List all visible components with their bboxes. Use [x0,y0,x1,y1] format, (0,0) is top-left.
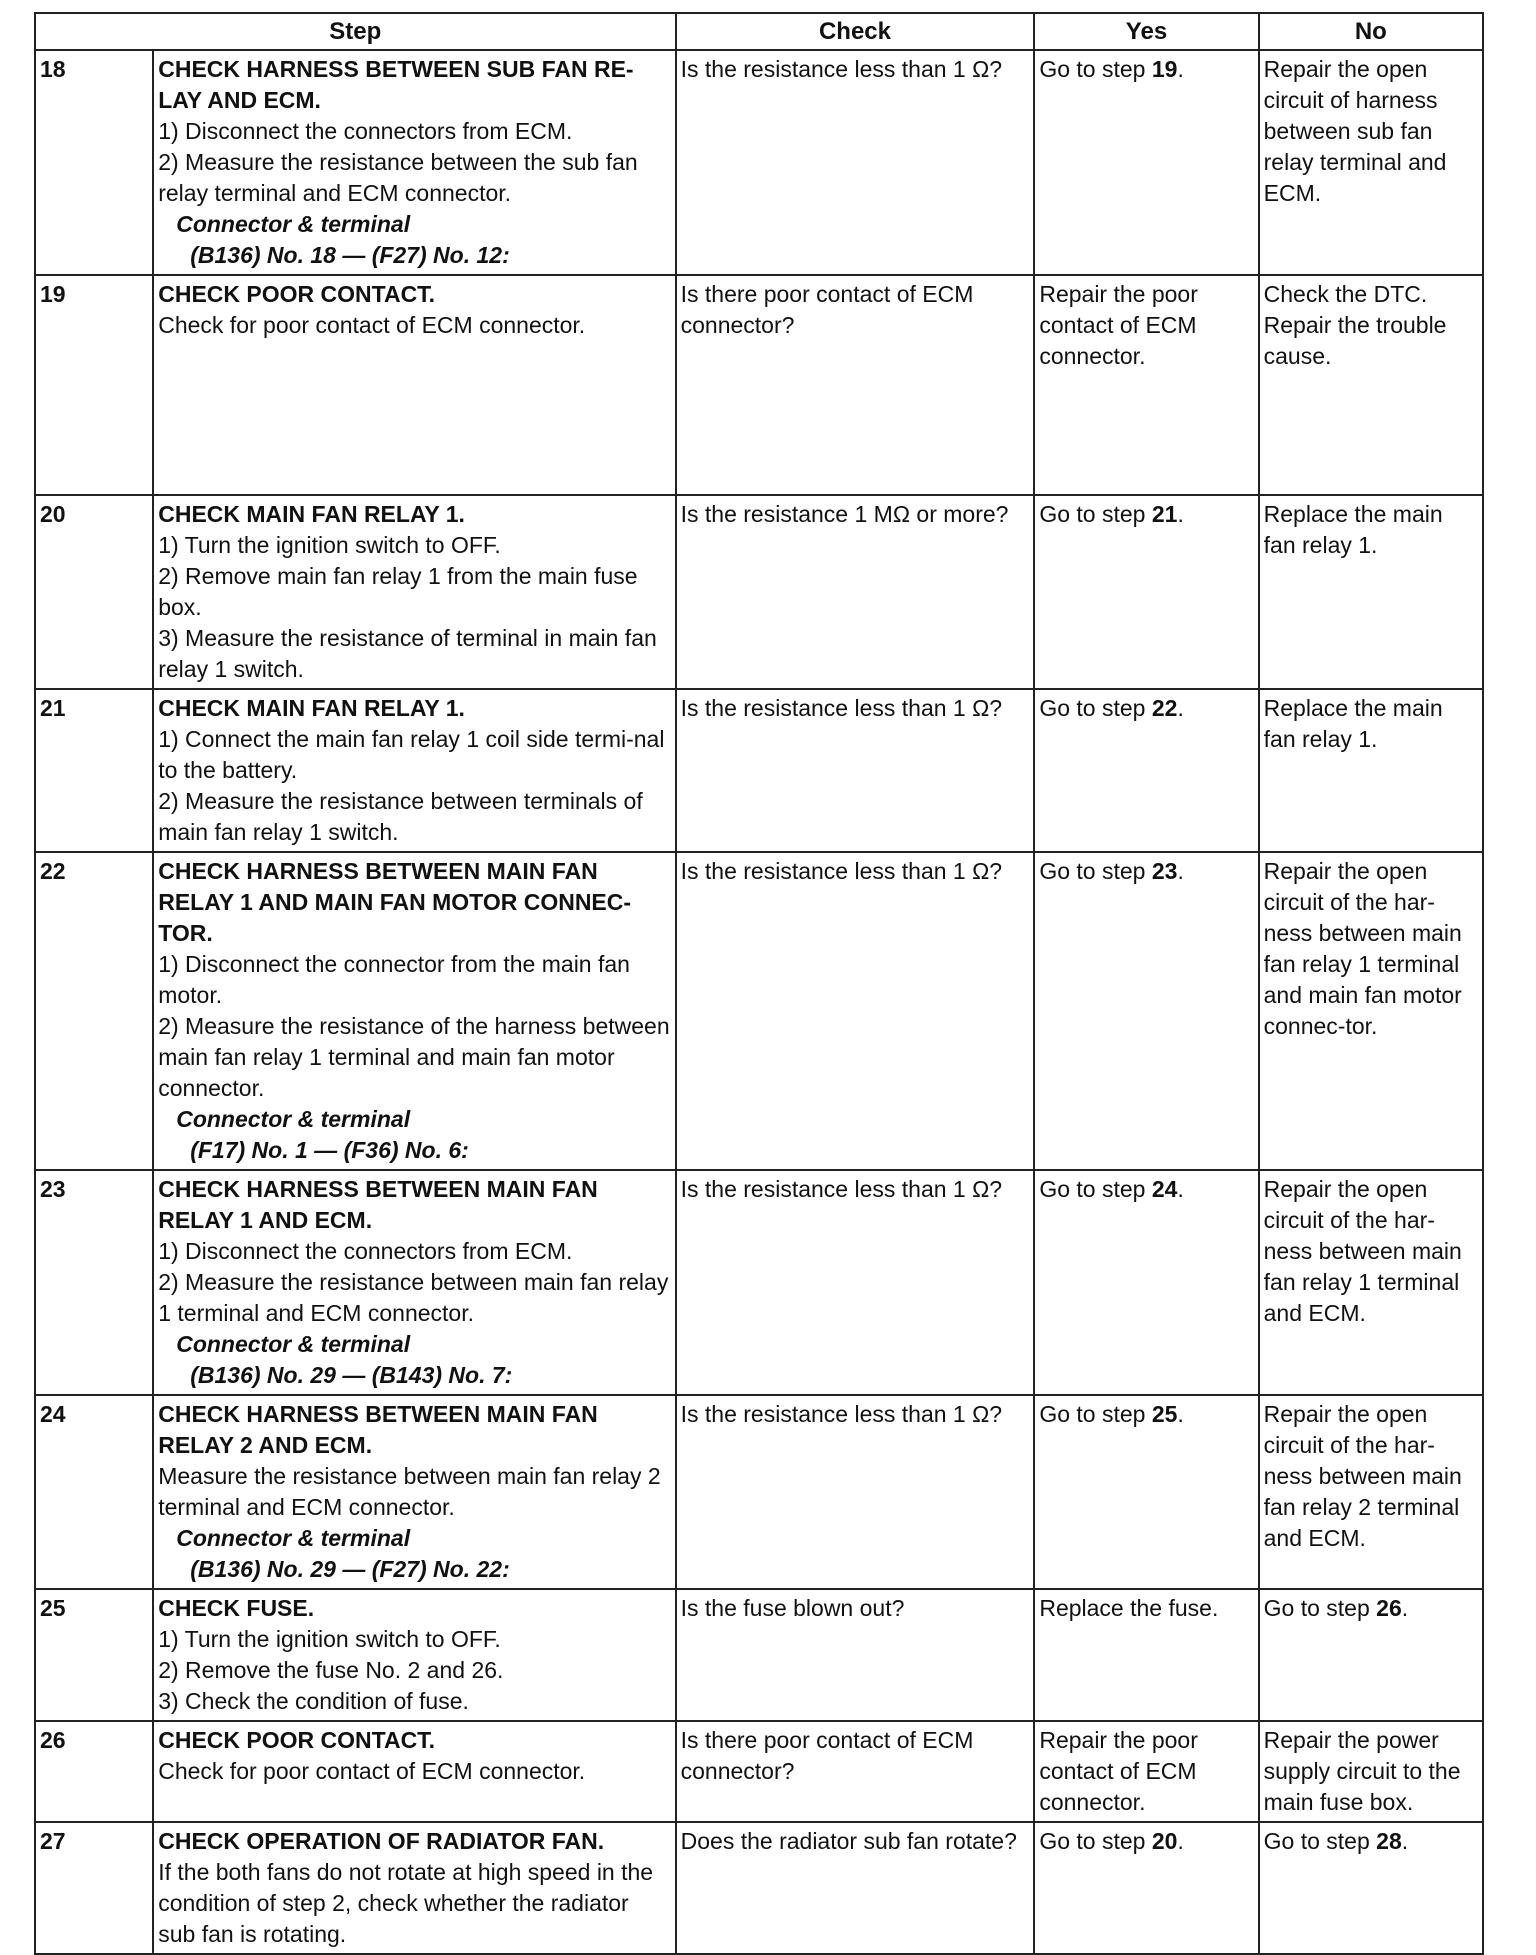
yes-step-ref: 20 [1151,1828,1178,1854]
connector-terminal: (F17) No. 1 — (F36) No. 6: [190,1137,469,1163]
check-question: Is there poor contact of ECM connector? [676,275,1035,495]
check-question: Is the resistance less than 1 Ω? [676,689,1035,852]
header-no: No [1259,13,1483,50]
check-question: Is the resistance less than 1 Ω? [676,1395,1035,1589]
header-step: Step [35,13,676,50]
step-title: CHECK MAIN FAN RELAY 1. [158,501,465,527]
no-step-ref: 28 [1376,1828,1402,1854]
yes-step-ref: 24 [1151,1176,1178,1202]
no-action [1259,852,1483,1170]
yes-end: . [1177,1828,1184,1854]
step-procedure [153,1170,675,1395]
no-action [1259,50,1483,275]
step-instruction: 1) Disconnect the connectors from ECM. [158,1238,573,1264]
step-title: CHECK HARNESS BETWEEN SUB FAN RE-LAY AND ECM. [158,56,634,113]
yes-end: . [1177,501,1184,527]
table-row [35,50,1483,275]
step-title: CHECK HARNESS BETWEEN MAIN FAN RELAY 1 AND MAIN FAN MOTOR CONNEC-TOR. [158,858,632,946]
yes-action [1034,1721,1258,1822]
table-row [35,1822,1483,1954]
yes-end: . [1177,1176,1184,1202]
troubleshooting-document [34,12,1484,1955]
yes-action [1034,1170,1258,1395]
step-procedure [153,1395,675,1589]
no-action [1259,1589,1483,1721]
header-row [35,13,1483,50]
no-text: Repair the open circuit of the har-ness between main fan relay 1 terminal and main fan motor connec-tor. [1263,858,1462,1039]
table-row [35,1589,1483,1721]
yes-text: Repair the poor contact of ECM connector. [1039,281,1198,369]
yes-end: . [1177,695,1184,721]
connector-terminal: (B136) No. 18 — (F27) No. 12: [190,242,510,268]
header-yes: Yes [1034,13,1258,50]
connector-label: Connector & terminal [176,1331,411,1357]
connector-terminal: (B136) No. 29 — (B143) No. 7: [190,1362,513,1388]
yes-step-ref: 23 [1151,858,1178,884]
yes-action [1034,1395,1258,1589]
connector-label: Connector & terminal [176,1525,411,1551]
step-title: CHECK HARNESS BETWEEN MAIN FAN RELAY 1 AND ECM. [158,1176,598,1233]
no-text: Repair the open circuit of harness between sub fan relay terminal and ECM. [1263,56,1447,206]
step-instruction: Measure the resistance between main fan relay 2 terminal and ECM connector. [158,1463,661,1520]
step-instruction: 1) Disconnect the connectors from ECM. [158,118,573,144]
step-procedure [153,275,675,495]
check-question: Is the resistance 1 MΩ or more? [676,495,1035,689]
step-procedure [153,689,675,852]
step-instruction: Check for poor contact of ECM connector. [158,312,586,338]
yes-text: Go to step [1039,1828,1152,1854]
table-row [35,495,1483,689]
yes-action [1034,495,1258,689]
table-row [35,1721,1483,1822]
no-text: Go to step [1263,1828,1377,1854]
check-question: Is the resistance less than 1 Ω? [676,852,1035,1170]
no-action [1259,1822,1483,1954]
no-end: . [1401,1828,1409,1854]
no-action [1259,689,1483,852]
step-number: 25 [35,1589,153,1721]
no-text: Go to step [1263,1595,1377,1621]
check-question: Does the radiator sub fan rotate? [676,1822,1035,1954]
yes-text: Replace the fuse. [1039,1595,1219,1621]
yes-end: . [1177,56,1184,82]
no-text: Repair the power supply circuit to the main fuse box. [1263,1727,1461,1815]
step-number: 27 [35,1822,153,1954]
yes-step-ref: 25 [1151,1401,1178,1427]
no-text: Repair the open circuit of the har-ness between main fan relay 1 terminal and ECM. [1263,1176,1462,1326]
step-procedure [153,1721,675,1822]
no-action [1259,1721,1483,1822]
yes-step-ref: 21 [1151,501,1178,527]
check-question: Is the fuse blown out? [676,1589,1035,1721]
header-check: Check [676,13,1035,50]
yes-action [1034,852,1258,1170]
check-question: Is there poor contact of ECM connector? [676,1721,1035,1822]
step-instruction: 2) Measure the resistance of the harness between main fan relay 1 terminal and main fan motor connector. [158,1013,670,1101]
step-instruction: 1) Connect the main fan relay 1 coil side termi-nal to the battery. [158,726,665,783]
no-end: . [1401,1595,1409,1621]
no-text: Repair the open circuit of the har-ness between main fan relay 2 terminal and ECM. [1263,1401,1462,1551]
yes-text: Go to step [1039,1401,1152,1427]
step-title: CHECK OPERATION OF RADIATOR FAN. [158,1828,605,1854]
step-instruction: 2) Remove the fuse No. 2 and 26. [158,1657,504,1683]
table-row [35,1170,1483,1395]
no-action [1259,275,1483,495]
no-action [1259,1170,1483,1395]
step-instruction: 1) Turn the ignition switch to OFF. [158,1626,501,1652]
step-instruction: 1) Turn the ignition switch to OFF. [158,532,501,558]
yes-text: Go to step [1039,858,1152,884]
step-number: 20 [35,495,153,689]
no-text: Replace the main fan relay 1. [1263,695,1443,752]
yes-action [1034,689,1258,852]
no-text: Check the DTC. Repair the trouble cause. [1263,281,1447,369]
step-number: 21 [35,689,153,852]
table-row [35,275,1483,495]
yes-text: Go to step [1039,1176,1152,1202]
step-procedure [153,50,675,275]
yes-action [1034,1589,1258,1721]
step-instruction: 3) Check the condition of fuse. [158,1688,469,1714]
step-instruction: Check for poor contact of ECM connector. [158,1758,586,1784]
no-action [1259,1395,1483,1589]
connector-terminal: (B136) No. 29 — (F27) No. 22: [190,1556,510,1582]
yes-text: Go to step [1039,695,1152,721]
yes-action [1034,1822,1258,1954]
table-row [35,852,1483,1170]
yes-action [1034,50,1258,275]
step-instruction: 3) Measure the resistance of terminal in main fan relay 1 switch. [158,625,657,682]
step-procedure [153,852,675,1170]
step-title: CHECK FUSE. [158,1595,315,1621]
no-text: Replace the main fan relay 1. [1263,501,1443,558]
step-number: 19 [35,275,153,495]
yes-text: Repair the poor contact of ECM connector. [1039,1727,1198,1815]
yes-end: . [1177,858,1184,884]
step-procedure [153,495,675,689]
connector-label: Connector & terminal [176,1106,411,1132]
yes-text: Go to step [1039,501,1152,527]
step-instruction: 2) Measure the resistance between the sub fan relay terminal and ECM connector. [158,149,638,206]
connector-label: Connector & terminal [176,211,411,237]
no-step-ref: 26 [1376,1595,1402,1621]
step-number: 18 [35,50,153,275]
step-procedure [153,1589,675,1721]
check-question: Is the resistance less than 1 Ω? [676,50,1035,275]
step-title: CHECK POOR CONTACT. [158,281,436,307]
step-number: 22 [35,852,153,1170]
step-procedure [153,1822,675,1954]
check-question: Is the resistance less than 1 Ω? [676,1170,1035,1395]
step-title: CHECK POOR CONTACT. [158,1727,436,1753]
step-instruction: 1) Disconnect the connector from the main fan motor. [158,951,630,1008]
step-instruction: 2) Measure the resistance between terminals of main fan relay 1 switch. [158,788,643,845]
yes-step-ref: 22 [1151,695,1178,721]
yes-text: Go to step [1039,56,1152,82]
step-number: 26 [35,1721,153,1822]
table-row [35,1395,1483,1589]
diagnostic-table [34,12,1484,1955]
step-title: CHECK HARNESS BETWEEN MAIN FAN RELAY 2 AND ECM. [158,1401,598,1458]
yes-action [1034,275,1258,495]
table-row [35,689,1483,852]
step-instruction: 2) Remove main fan relay 1 from the main fuse box. [158,563,638,620]
step-instruction: 2) Measure the resistance between main fan relay 1 terminal and ECM connector. [158,1269,669,1326]
step-number: 24 [35,1395,153,1589]
step-instruction: If the both fans do not rotate at high speed in the condition of step 2, check whether the radiator sub fan is rotating. [158,1859,654,1947]
yes-end: . [1177,1401,1184,1427]
yes-step-ref: 19 [1151,56,1178,82]
no-action [1259,495,1483,689]
step-number: 23 [35,1170,153,1395]
step-title: CHECK MAIN FAN RELAY 1. [158,695,465,721]
